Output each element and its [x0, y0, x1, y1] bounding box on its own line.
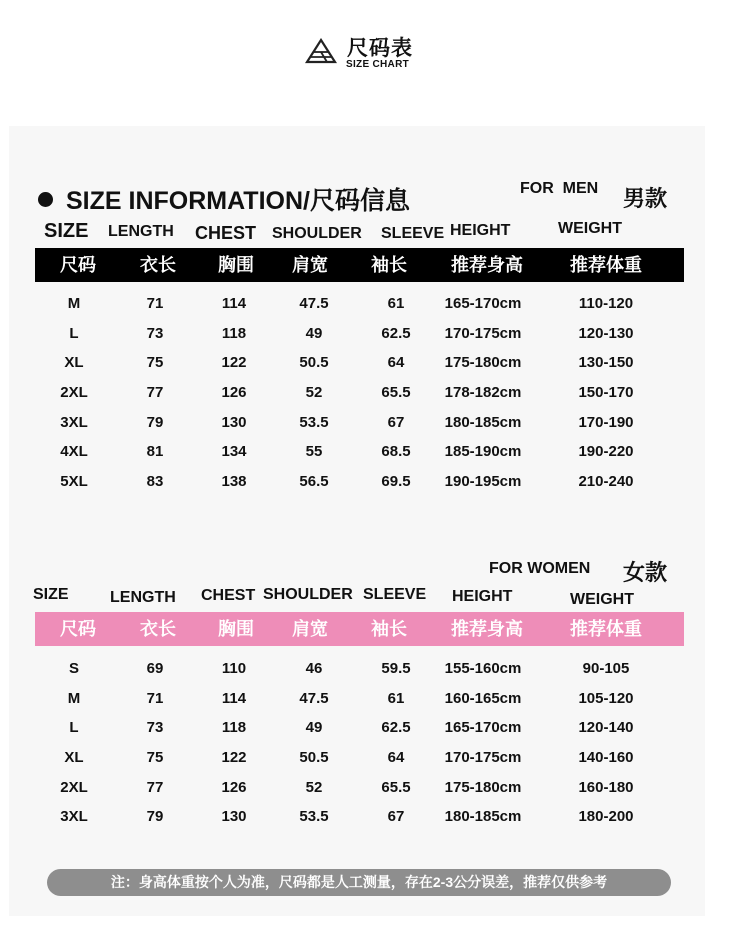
women-cell-shoulder: 47.5: [299, 689, 329, 707]
women-cell-weight: 180-200: [578, 808, 634, 826]
men-header-shoulder: SHOULDER: [272, 225, 362, 242]
women-cell-height: 180-185cm: [444, 808, 522, 826]
women-zh-sleeve: 袖长: [371, 619, 407, 639]
women-zh-chest: 胸围: [218, 619, 254, 639]
page-subtitle: SIZE CHART: [346, 59, 409, 70]
women-cell-length: 71: [146, 689, 164, 707]
women-cell-sleeve: 61: [387, 689, 405, 707]
men-cell-length: 73: [146, 324, 164, 342]
women-zh-size: 尺码: [60, 619, 96, 639]
women-table-row: [0, 719, 750, 739]
women-cell-chest: 130: [221, 808, 247, 826]
men-table-row: [0, 354, 750, 374]
men-zh-height: 推荐身高: [451, 255, 523, 275]
women-cell-weight: 90-105: [582, 660, 630, 677]
women-for-label: FOR WOMEN: [489, 560, 591, 577]
women-cell-weight: 120-140: [578, 719, 634, 737]
men-cell-chest: 126: [221, 384, 247, 401]
disclaimer-note: 注：身高体重按个人为准，尺码都是人工测量，存在2-3公分误差，推荐仅供参考: [47, 869, 671, 896]
women-cell-weight: 140-160: [578, 749, 634, 766]
men-header-height: HEIGHT: [450, 222, 511, 239]
women-gender-label: 女款: [623, 560, 668, 585]
men-gender-label: 男款: [623, 186, 668, 211]
women-cell-length: 79: [146, 808, 164, 826]
men-cell-height: 165-170cm: [444, 295, 522, 312]
women-cell-weight: 105-120: [578, 689, 634, 707]
men-cell-sleeve: 64: [387, 354, 405, 372]
men-cell-length: 71: [146, 295, 164, 312]
women-cell-chest: 118: [221, 719, 247, 737]
men-cell-length: 81: [146, 443, 164, 461]
men-cell-height: 175-180cm: [444, 354, 522, 372]
women-zh-height: 推荐身高: [451, 619, 523, 639]
women-table-row: [0, 808, 750, 828]
women-cell-sleeve: 65.5: [381, 778, 411, 796]
men-cell-size: 5XL: [60, 473, 88, 491]
men-cell-sleeve: 69.5: [381, 473, 411, 491]
men-cell-length: 77: [146, 384, 164, 401]
women-cell-length: 77: [146, 778, 164, 796]
women-cell-shoulder: 49: [305, 719, 323, 737]
info-title-text: SIZE INFORMATION/尺码信息: [66, 187, 410, 215]
women-table-row: [0, 690, 750, 710]
men-cell-weight: 210-240: [578, 473, 634, 491]
men-cell-shoulder: 56.5: [299, 473, 329, 491]
women-cell-height: 170-175cm: [444, 749, 522, 766]
women-cell-shoulder: 52: [305, 778, 323, 796]
women-cell-height: 160-165cm: [444, 689, 522, 707]
women-cell-chest: 122: [221, 749, 247, 766]
women-cell-sleeve: 59.5: [381, 660, 411, 677]
women-table-row: [0, 749, 750, 769]
women-zh-weight: 推荐体重: [570, 619, 642, 639]
women-header-size: SIZE: [33, 586, 69, 603]
men-table-row: [0, 414, 750, 434]
women-header-weight: WEIGHT: [570, 591, 634, 608]
women-cell-sleeve: 64: [387, 749, 405, 766]
women-header-length: LENGTH: [110, 589, 176, 606]
women-cell-size: S: [68, 660, 80, 677]
bullet-dot-icon: [38, 192, 53, 207]
women-cell-length: 75: [146, 749, 164, 766]
men-cell-weight: 120-130: [578, 324, 634, 342]
men-cell-height: 178-182cm: [444, 384, 522, 401]
men-cell-chest: 130: [221, 413, 247, 431]
men-header-bar: [35, 248, 684, 282]
men-cell-length: 83: [146, 473, 164, 491]
men-cell-weight: 130-150: [578, 354, 634, 372]
men-cell-sleeve: 65.5: [381, 384, 411, 401]
women-cell-chest: 126: [221, 778, 247, 796]
men-cell-height: 190-195cm: [444, 473, 522, 491]
men-cell-shoulder: 49: [305, 324, 323, 342]
men-zh-size: 尺码: [60, 255, 96, 275]
women-cell-height: 155-160cm: [444, 660, 522, 677]
men-cell-weight: 170-190: [578, 413, 634, 431]
women-cell-chest: 114: [221, 689, 247, 707]
women-cell-size: L: [69, 719, 79, 737]
men-cell-size: XL: [64, 354, 84, 372]
men-cell-shoulder: 47.5: [299, 295, 329, 312]
men-table-row: [0, 295, 750, 315]
women-cell-size: 3XL: [60, 808, 88, 826]
women-header-bar: [35, 612, 684, 646]
women-cell-weight: 160-180: [578, 778, 634, 796]
men-cell-weight: 150-170: [578, 384, 634, 401]
men-cell-height: 180-185cm: [444, 413, 522, 431]
men-cell-size: 4XL: [60, 443, 88, 461]
women-cell-length: 73: [146, 719, 164, 737]
women-cell-chest: 110: [221, 660, 247, 677]
women-cell-size: M: [67, 689, 81, 707]
men-cell-chest: 114: [221, 295, 247, 312]
men-cell-sleeve: 68.5: [381, 443, 411, 461]
men-cell-weight: 190-220: [578, 443, 634, 461]
men-cell-sleeve: 67: [387, 413, 405, 431]
men-table-row: [0, 384, 750, 404]
men-cell-shoulder: 53.5: [299, 413, 329, 431]
women-cell-shoulder: 53.5: [299, 808, 329, 826]
women-header-sleeve: SLEEVE: [363, 586, 427, 603]
women-cell-height: 165-170cm: [444, 719, 522, 737]
men-header-weight: WEIGHT: [558, 220, 622, 237]
men-cell-size: L: [69, 324, 79, 342]
men-header-length: LENGTH: [108, 223, 174, 240]
men-zh-weight: 推荐体重: [570, 255, 642, 275]
women-header-shoulder: SHOULDER: [263, 586, 353, 603]
men-cell-height: 170-175cm: [444, 324, 522, 342]
men-cell-shoulder: 50.5: [299, 354, 329, 372]
men-cell-size: 2XL: [60, 384, 88, 401]
men-cell-chest: 118: [221, 324, 247, 342]
men-cell-shoulder: 55: [305, 443, 323, 461]
women-table-row: [0, 779, 750, 799]
men-table-row: [0, 325, 750, 345]
women-header-height: HEIGHT: [452, 588, 513, 605]
men-cell-sleeve: 62.5: [381, 324, 411, 342]
women-cell-height: 175-180cm: [444, 778, 522, 796]
women-cell-sleeve: 67: [387, 808, 405, 826]
men-header-chest: CHEST: [195, 223, 257, 243]
men-cell-weight: 110-120: [578, 295, 634, 312]
women-cell-size: XL: [64, 749, 84, 766]
men-zh-length: 衣长: [140, 255, 176, 275]
men-header-size: SIZE: [44, 220, 89, 242]
women-cell-length: 69: [146, 660, 164, 677]
triangle-logo-icon: [305, 38, 337, 64]
men-for-label: FOR MEN: [520, 180, 599, 197]
women-cell-sleeve: 62.5: [381, 719, 411, 737]
men-cell-size: 3XL: [60, 413, 88, 431]
men-cell-chest: 138: [221, 473, 247, 491]
men-cell-chest: 134: [221, 443, 247, 461]
men-cell-shoulder: 52: [305, 384, 323, 401]
women-cell-shoulder: 46: [305, 660, 323, 677]
women-zh-length: 衣长: [140, 619, 176, 639]
info-title: [38, 181, 410, 217]
men-cell-chest: 122: [221, 354, 247, 372]
men-header-sleeve: SLEEVE: [381, 225, 445, 242]
men-table-row: [0, 473, 750, 493]
men-zh-sleeve: 袖长: [371, 255, 407, 275]
page-title: 尺码表: [347, 37, 413, 60]
men-cell-length: 79: [146, 413, 164, 431]
women-table-row: [0, 660, 750, 680]
men-cell-size: M: [67, 295, 81, 312]
women-cell-shoulder: 50.5: [299, 749, 329, 766]
men-zh-chest: 胸围: [218, 255, 254, 275]
men-cell-sleeve: 61: [387, 295, 405, 312]
men-cell-length: 75: [146, 354, 164, 372]
men-table-row: [0, 443, 750, 463]
women-zh-shoulder: 肩宽: [292, 619, 328, 639]
women-cell-size: 2XL: [60, 778, 88, 796]
men-zh-shoulder: 肩宽: [292, 255, 328, 275]
women-header-chest: CHEST: [201, 587, 256, 604]
men-cell-height: 185-190cm: [444, 443, 522, 461]
